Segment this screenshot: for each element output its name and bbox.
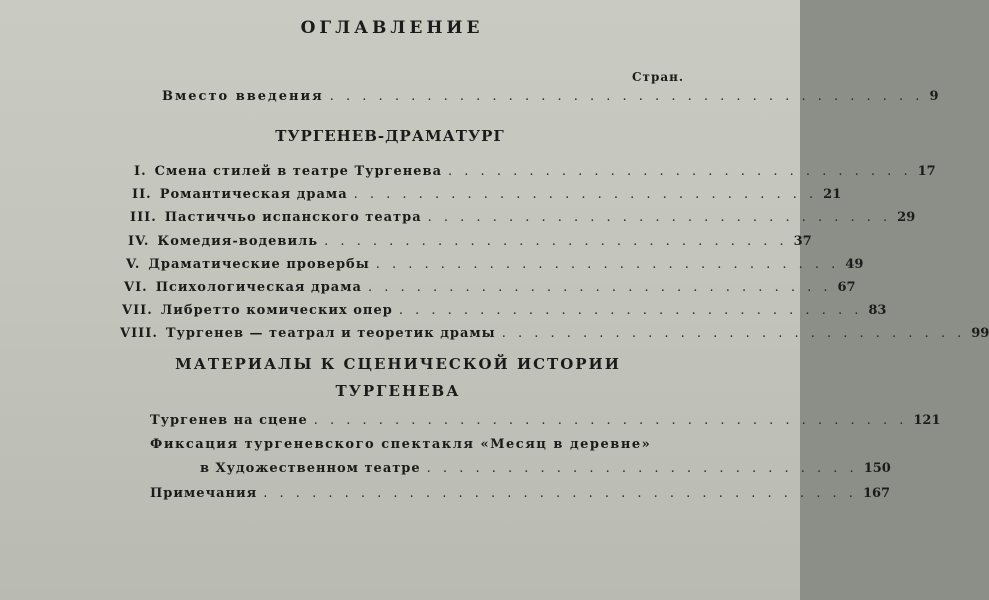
leader-dots: . . . . . . . . . . . . . . . . . . . . . . . . . . . . .: [427, 210, 892, 226]
part1-heading: ТУРГЕНЕВ-ДРАМАТУРГ: [275, 127, 505, 145]
toc-row-chapter: [124, 280, 856, 295]
chapter-title: Драматические провербы: [148, 256, 370, 272]
leader-dots: . . . . . . . . . . . . . . . . . . . . . . . . . . . . . . . . . . . . .: [329, 89, 924, 104]
leader-dots: . . . . . . . . . . . . . . . . . . . . . . . . . . . . .: [448, 164, 912, 179]
chapter-page: 67: [837, 280, 856, 295]
chapter-number: VI.: [124, 280, 148, 295]
chapter-number: V.: [126, 256, 141, 272]
toc-row-chapter: [132, 187, 842, 203]
toc-label: Фиксация тургеневского спектакля «Месяц в деревне»: [150, 437, 652, 452]
toc-row-chapter: [128, 233, 812, 249]
toc-page: 150: [863, 461, 891, 476]
leader-dots: . . . . . . . . . . . . . . . . . . . . . . . . . . . . .: [398, 303, 863, 319]
chapter-page: 29: [897, 210, 916, 226]
chapter-title: Тургенев — театрал и теоретик драмы: [165, 326, 496, 342]
chapter-page: 83: [868, 303, 887, 319]
toc-row-notes: [150, 486, 891, 501]
chapter-page: 99: [971, 326, 989, 342]
leader-dots: . . . . . . . . . . . . . . . . . . . . . . . . . . . . .: [353, 187, 818, 203]
part2-heading-line1: МАТЕРИАЛЫ К СЦЕНИЧЕСКОЙ ИСТОРИИ: [175, 355, 621, 373]
leader-dots: . . . . . . . . . . . . . . . . . . . . . . . . . . . . .: [375, 256, 840, 272]
toc-page: 9: [929, 89, 939, 104]
toc-row-chapter: [122, 303, 887, 319]
contents-title: ОГЛАВЛЕНИЕ: [300, 18, 484, 38]
toc-label: Вместо введения: [162, 89, 324, 104]
toc-row-stage: [150, 413, 941, 428]
chapter-title: Романтическая драма: [159, 187, 348, 203]
chapter-title: Комедия-водевиль: [157, 233, 319, 249]
toc-label: Тургенев на сцене: [150, 413, 308, 428]
chapter-page: 21: [823, 187, 842, 203]
chapter-title: Пастиччьо испанского театра: [164, 210, 422, 226]
toc-row-chapter: [120, 326, 989, 342]
part2-heading-line2: ТУРГЕНЕВА: [335, 382, 461, 400]
leader-dots: . . . . . . . . . . . . . . . . . . . . . . . . . . . . .: [324, 233, 788, 249]
chapter-page: 49: [845, 256, 864, 272]
chapter-number: IV.: [128, 233, 150, 249]
leader-dots: . . . . . . . . . . . . . . . . . . . . . . . . . . . . . . . . . . . . .: [263, 486, 857, 501]
toc-page: 121: [913, 413, 941, 428]
page-column-label: Стран.: [632, 70, 685, 84]
chapter-title: Либретто комических опер: [160, 303, 393, 319]
toc-row-intro: [162, 89, 939, 104]
toc-row-fixation-line1: [150, 437, 698, 452]
toc-row-chapter: [134, 164, 936, 179]
chapter-number: I.: [134, 164, 147, 179]
chapter-number: VII.: [122, 303, 153, 319]
chapter-page: 17: [917, 164, 936, 179]
chapter-page: 37: [793, 233, 812, 249]
leader-dots: . . . . . . . . . . . . . . . . . . . . . . . . . . . . . . . . . . . . .: [313, 413, 908, 428]
toc-row-chapter: [126, 256, 864, 272]
chapter-number: II.: [132, 187, 152, 203]
toc-page: 167: [862, 486, 891, 501]
chapter-title: Смена стилей в театре Тургенева: [154, 164, 443, 179]
chapter-number: III.: [130, 210, 157, 226]
toc-row-chapter: [130, 210, 916, 226]
leader-dots: . . . . . . . . . . . . . . . . . . . . . . . . . . .: [426, 461, 858, 476]
toc-label: в Художественном театре: [200, 461, 421, 476]
chapter-number: VIII.: [120, 326, 158, 342]
toc-row-fixation-line2: [200, 461, 891, 476]
leader-dots: . . . . . . . . . . . . . . . . . . . . . . . . . . . . .: [501, 326, 966, 342]
toc-label: Примечания: [150, 486, 258, 501]
leader-dots: . . . . . . . . . . . . . . . . . . . . . . . . . . . . .: [367, 280, 832, 295]
chapter-title: Психологическая драма: [155, 280, 362, 295]
